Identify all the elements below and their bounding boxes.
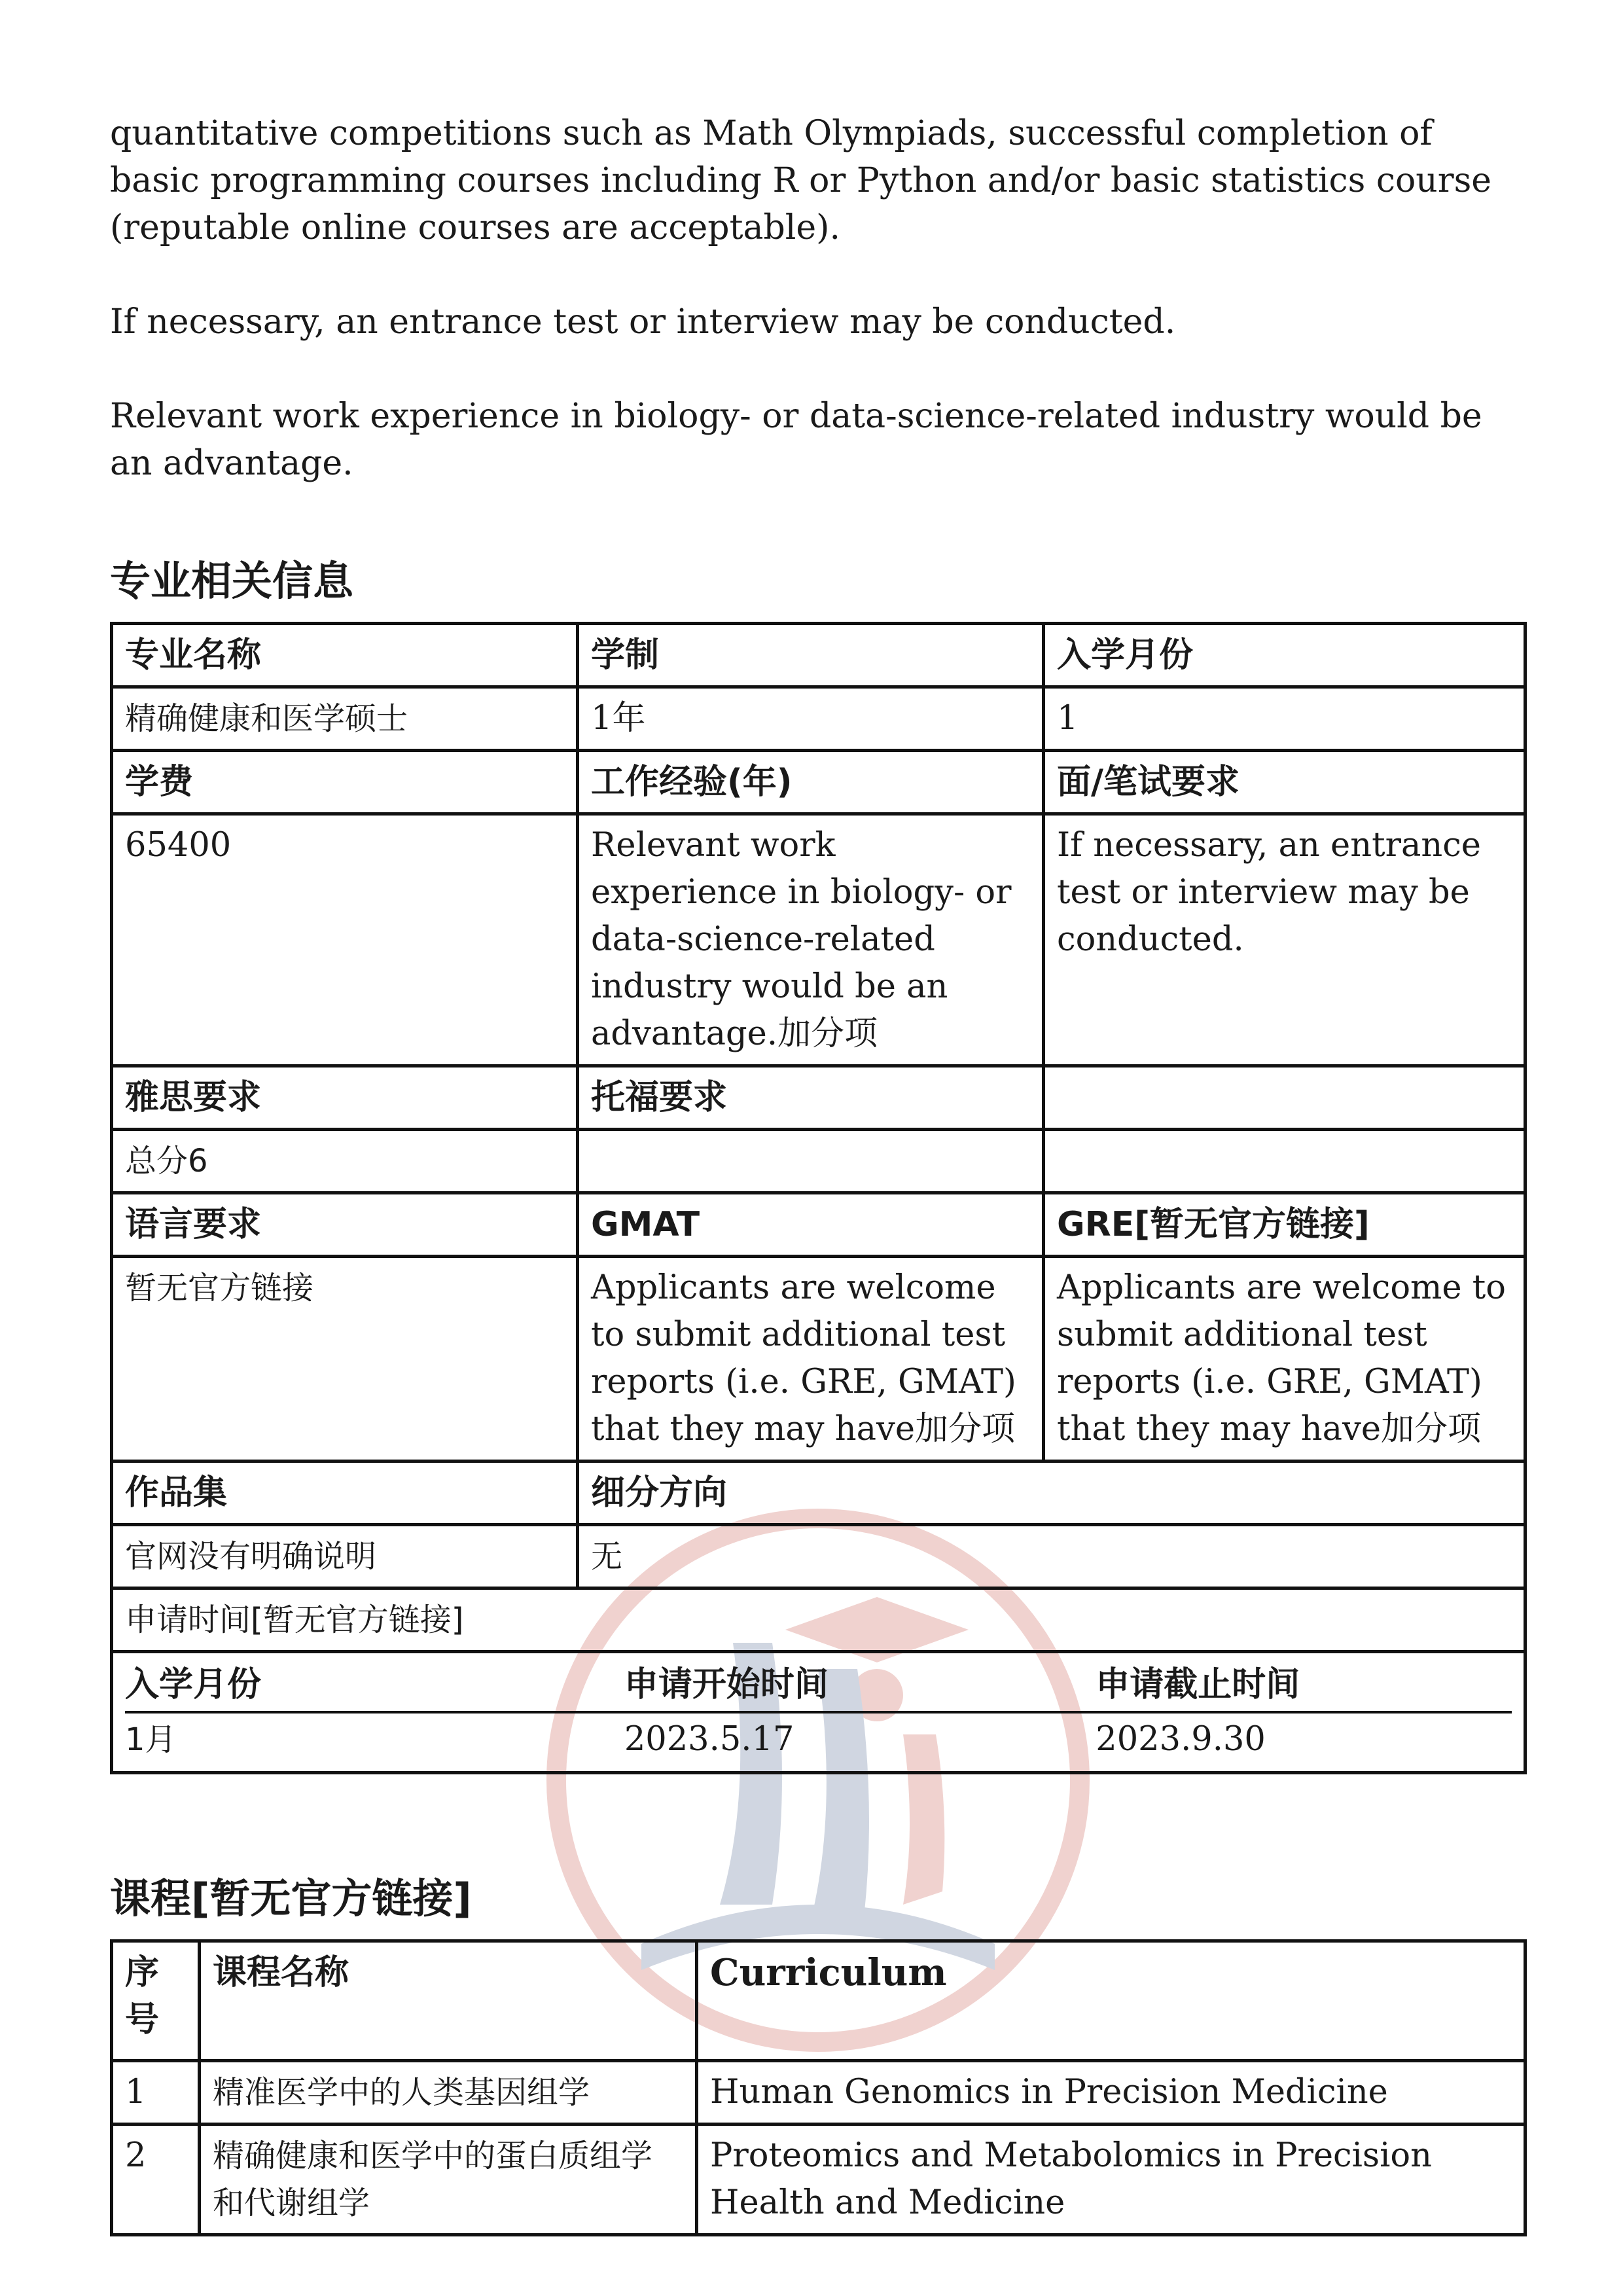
- ielts-value: 总分6: [112, 1130, 578, 1193]
- courses-title: 课程[暂无官方链接]: [110, 1874, 472, 1922]
- table-row: [112, 2061, 1525, 2125]
- table-row: [125, 1659, 1512, 1712]
- table-row: [112, 624, 1525, 687]
- intro-paragraph-3: Relevant work experience in biology- or data-science-related industry would be an advantage.: [110, 397, 1482, 483]
- gmat-value: Applicants are welcome to submit additional test reports (i.e. GRE, GMAT) that they may have加分项: [578, 1257, 1044, 1462]
- program-name-value: 精确健康和医学硕士: [112, 687, 578, 751]
- gmat-header: GMAT: [578, 1193, 1044, 1257]
- gre-value: Applicants are welcome to submit additional test reports (i.e. GRE, GMAT) that they may have加分项: [1044, 1257, 1525, 1462]
- duration-header: 学制: [578, 624, 1044, 687]
- course-name: 精确健康和医学中的蛋白质组学和代谢组学: [200, 2125, 697, 2235]
- work-experience-header: 工作经验(年): [578, 751, 1044, 814]
- app-start-header: 申请开始时间: [624, 1659, 1096, 1712]
- course-number: 2: [112, 2125, 200, 2235]
- course-name: 精准医学中的人类基因组学: [200, 2061, 697, 2125]
- course-curriculum: Human Genomics in Precision Medicine: [697, 2061, 1525, 2125]
- duration-value: 1年: [578, 687, 1044, 751]
- app-end-header: 申请截止时间: [1096, 1659, 1512, 1712]
- toefl-value: [578, 1130, 1044, 1193]
- language-value: 暂无官方链接: [112, 1257, 578, 1462]
- toefl-header: 托福要求: [578, 1066, 1044, 1130]
- course-name-header: 课程名称: [200, 1941, 697, 2061]
- interview-header: 面/笔试要求: [1044, 751, 1525, 814]
- table-row: [112, 814, 1525, 1066]
- tuition-value: 65400: [112, 814, 578, 1066]
- empty-cell: [1044, 1130, 1525, 1193]
- gre-header: GRE[暂无官方链接]: [1044, 1193, 1525, 1257]
- tuition-header: 学费: [112, 751, 578, 814]
- table-row: [112, 1652, 1525, 1773]
- app-start-value: 2023.5.17: [624, 1720, 794, 1759]
- portfolio-header: 作品集: [112, 1462, 578, 1525]
- interview-value: If necessary, an entrance test or interview may be conducted.: [1044, 814, 1525, 1066]
- portfolio-value: 官网没有明确说明: [112, 1525, 578, 1588]
- table-row: [125, 1712, 1512, 1766]
- app-intake-value: 1月: [125, 1721, 177, 1758]
- program-info-title: 专业相关信息: [110, 557, 354, 605]
- program-info-table: [110, 622, 1527, 1774]
- table-row: [112, 1257, 1525, 1462]
- course-number-header: 序号: [112, 1941, 200, 2061]
- course-number: 1: [112, 2061, 200, 2125]
- courses-table: [110, 1939, 1527, 2236]
- language-header: 语言要求: [112, 1193, 578, 1257]
- table-row: [112, 1525, 1525, 1588]
- course-curriculum: Proteomics and Metabolomics in Precision Health and Medicine: [697, 2125, 1525, 2235]
- ielts-header: 雅思要求: [112, 1066, 578, 1130]
- app-intake-header: 入学月份: [125, 1659, 624, 1712]
- table-row: [112, 1588, 1525, 1652]
- document-page: [110, 110, 1524, 2236]
- table-row: [112, 1130, 1525, 1193]
- intake-header: 入学月份: [1044, 624, 1525, 687]
- intro-paragraph-1: quantitative competitions such as Math Olympiads, successful completion of basic programming courses including R or Python and/or basic statistics course (reputable online courses are acceptable).: [110, 114, 1492, 247]
- table-row: [112, 1066, 1525, 1130]
- application-dates-table: [125, 1659, 1512, 1766]
- empty-cell: [1044, 1066, 1525, 1130]
- app-end-value: 2023.9.30: [1096, 1720, 1266, 1759]
- direction-header: 细分方向: [578, 1462, 1525, 1525]
- table-row: [112, 1193, 1525, 1257]
- table-row: [112, 1462, 1525, 1525]
- application-dates-cell: [112, 1652, 1525, 1773]
- table-row: [112, 751, 1525, 814]
- intake-value: 1: [1044, 687, 1525, 751]
- work-experience-value: Relevant work experience in biology- or data-science-related industry would be an advantage.加分项: [578, 814, 1044, 1066]
- table-row: [112, 1941, 1525, 2061]
- table-row: [112, 687, 1525, 751]
- application-time-label: 申请时间[暂无官方链接]: [112, 1588, 1525, 1652]
- program-name-header: 专业名称: [112, 624, 578, 687]
- intro-paragraph-2: If necessary, an entrance test or interview may be conducted.: [110, 302, 1176, 342]
- table-row: [112, 2125, 1525, 2235]
- direction-value: 无: [578, 1525, 1525, 1588]
- curriculum-header: Curriculum: [697, 1941, 1525, 2061]
